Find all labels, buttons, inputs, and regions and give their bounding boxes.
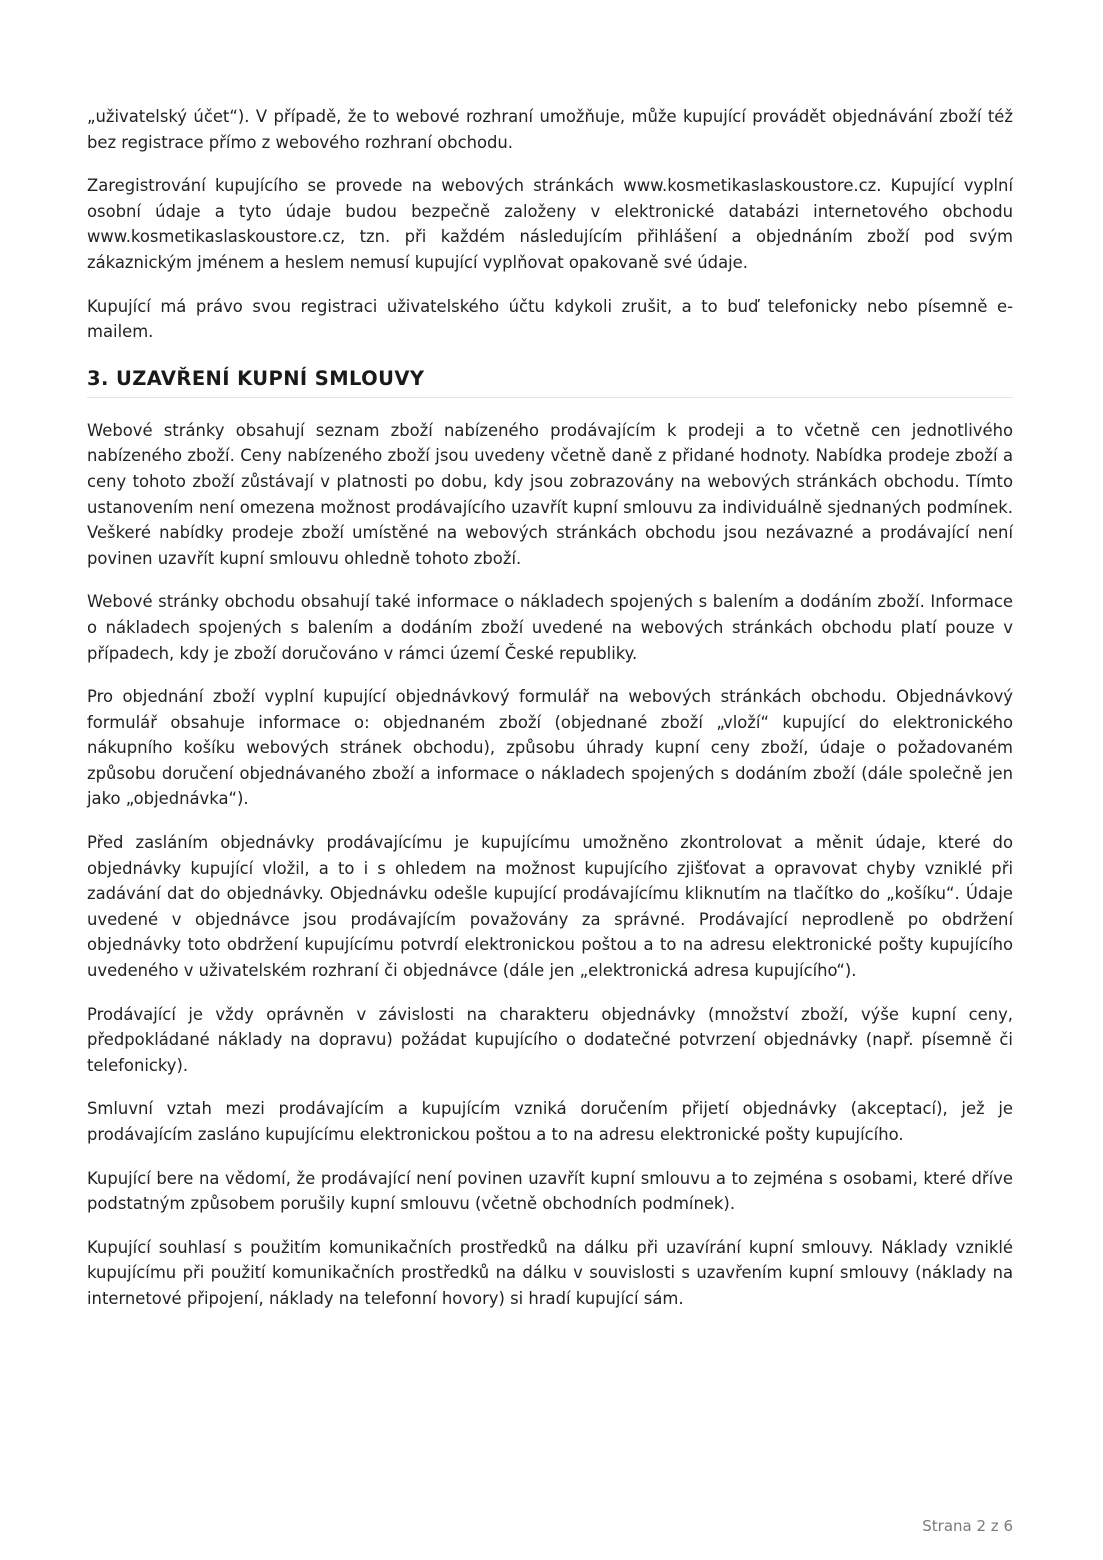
paragraph: Před zasláním objednávky prodávajícímu je kupujícímu umožněno zkontrolovat a měnit údaje, které do objednávky kupující vložil, a to i s ohledem na možnost kupujícího zjišťovat a opravovat chyby vzniklé při zadávání dat do objednávky. Objednávku odešle kupující prodávajícímu kliknutím na tlačítko do „košíku“. Údaje uvedené v objednávce jsou prodávajícím považovány za správné. Prodávající neprodleně po obdržení objednávky toto obdržení kupujícímu potvrdí elektronickou poštou a to na adresu elektronické pošty kupujícího uvedeného v uživatelském rozhraní či objednávce (dále jen „elektronická adresa kupujícího“). xyxy=(87,833,1013,981)
paragraph: Pro objednání zboží vyplní kupující objednávkový formulář na webových stránkách obchodu. Objednávkový formulář obsahuje informace o: objednaném zboží (objednané zboží „vloží“ kupující do elektronického nákupního košíku webových stránek obchodu), způsobu úhrady kupní ceny zboží, údaje o požadovaném způsobu doručení objednávaného zboží a informace o nákladech spojených s dodáním zboží (dále společně jen jako „objednávka“). xyxy=(87,687,1013,809)
paragraph: Zaregistrování kupujícího se provede na webových stránkách www.kosmetikaslaskoustore.cz. Kupující vyplní osobní údaje a tyto údaje budou bezpečně založeny v elektronické databázi internetového obchodu www.kosmetikaslaskoustore.cz, tzn. při každém následujícím přihlášení a objednáním zboží pod svým zákaznickým jménem a heslem nemusí kupující vyplňovat opakovaně své údaje. xyxy=(87,176,1013,272)
paragraph: Kupující má právo svou registraci uživatelského účtu kdykoli zrušit, a to buď telefonicky nebo písemně e-mailem. xyxy=(87,296,1013,342)
paragraph: Webové stránky obsahují seznam zboží nabízeného prodávajícím k prodeji a to včetně cen jednotlivého nabízeného zboží. Ceny nabízeného zboží jsou uvedeny včetně daně z přidané hodnoty. Nabídka prodeje zboží a ceny tohoto zboží zůstávají v platnosti po dobu, kdy jsou zobrazovány na webových stránkách obchodu. Tímto ustanovením není omezena možnost prodávajícího uzavřít kupní smlouvu za individuálně sjednaných podmínek. Veškeré nabídky prodeje zboží umístěné na webových stránkách obchodu jsou nezávazné a prodávající není povinen uzavřít kupní smlouvu ohledně tohoto zboží. xyxy=(87,420,1013,568)
paragraph: „uživatelský účet“). V případě, že to webové rozhraní umožňuje, může kupující provádět objednávání zboží též bez registrace přímo z webového rozhraní obchodu. xyxy=(87,107,1013,152)
paragraph: Prodávající je vždy oprávněn v závislosti na charakteru objednávky (množství zboží, výše kupní ceny, předpokládané náklady na dopravu) požádat kupujícího o dodatečné potvrzení objednávky (např. písemně či telefonicky). xyxy=(87,1004,1013,1075)
page-number: Strana 2 z 6 xyxy=(922,1517,1013,1535)
paragraph: Kupující bere na vědomí, že prodávající není povinen uzavřít kupní smlouvu a to zejména s osobami, které dříve podstatným způsobem porušily kupní smlouvu (včetně obchodních podmínek). xyxy=(87,1168,1013,1214)
document-page xyxy=(87,104,1013,1330)
section-heading: 3. UZAVŘENÍ KUPNÍ SMLOUVY xyxy=(87,366,1013,398)
paragraph: Smluvní vztah mezi prodávajícím a kupujícím vzniká doručením přijetí objednávky (akceptací), jež je prodávajícím zasláno kupujícímu elektronickou poštou a to na adresu elektronické pošty kupujícího. xyxy=(87,1099,1013,1144)
paragraph: Webové stránky obchodu obsahují také informace o nákladech spojených s balením a dodáním zboží. Informace o nákladech spojených s balením a dodáním zboží uvedené na webových stránkách obchodu platí pouze v případech, kdy je zboží doručováno v rámci území České republiky. xyxy=(87,592,1013,663)
paragraph: Kupující souhlasí s použitím komunikačních prostředků na dálku při uzavírání kupní smlouvy. Náklady vzniklé kupujícímu při použití komunikačních prostředků na dálku v souvislosti s uzavřením kupní smlouvy (náklady na internetové připojení, náklady na telefonní hovory) si hradí kupující sám. xyxy=(87,1237,1013,1308)
